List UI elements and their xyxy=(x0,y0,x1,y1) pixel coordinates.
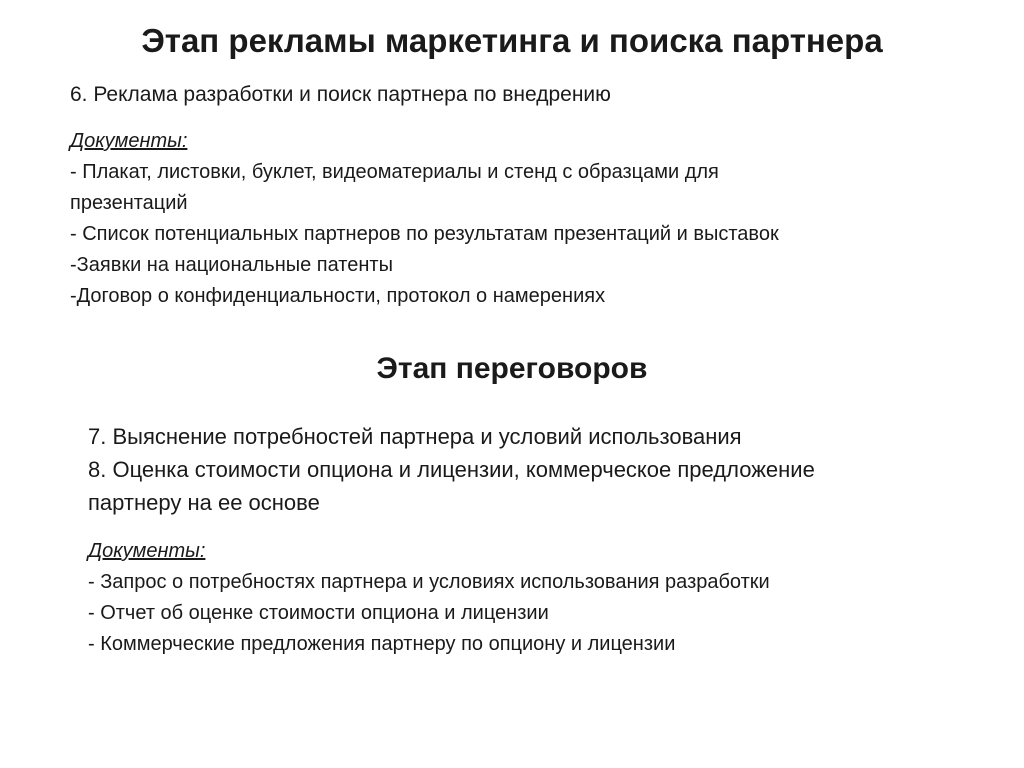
section2-document-line: - Запрос о потребностях партнера и условиях использования разработки xyxy=(88,571,770,593)
section2-item-line: 8. Оценка стоимости опциона и лицензии, коммерческое предложение xyxy=(88,457,815,482)
section1-document-line: - Плакат, листовки, буклет, видеоматериалы и стенд с образцами для xyxy=(70,161,719,183)
section1-document-line: презентаций xyxy=(70,192,188,214)
section2-document-line: - Коммерческие предложения партнеру по опциону и лицензии xyxy=(88,633,676,655)
section1-item-text: 6. Реклама разработки и поиск партнера по внедрению xyxy=(70,83,611,106)
section1-item xyxy=(70,79,611,110)
section2-document-line: - Отчет об оценке стоимости опциона и лицензии xyxy=(88,602,549,624)
section2-title: Этап переговоров xyxy=(376,352,648,385)
section1-documents-heading: Документы: xyxy=(70,130,188,152)
section2-documents-heading: Документы: xyxy=(88,540,206,562)
section1-document-line: -Договор о конфиденциальности, протокол о намерениях xyxy=(70,285,606,307)
section1-document-line: - Список потенциальных партнеров по результатам презентаций и выставок xyxy=(70,223,779,245)
section2-documents xyxy=(88,536,770,660)
section1-document-line: -Заявки на национальные патенты xyxy=(70,254,393,276)
section1-documents xyxy=(70,126,779,312)
section2-items xyxy=(88,420,815,519)
section2-item-line: партнеру на ее основе xyxy=(88,490,320,515)
section2-item-line: 7. Выяснение потребностей партнера и условий использования xyxy=(88,424,742,449)
section1-title: Этап рекламы маркетинга и поиска партнера xyxy=(141,22,883,59)
